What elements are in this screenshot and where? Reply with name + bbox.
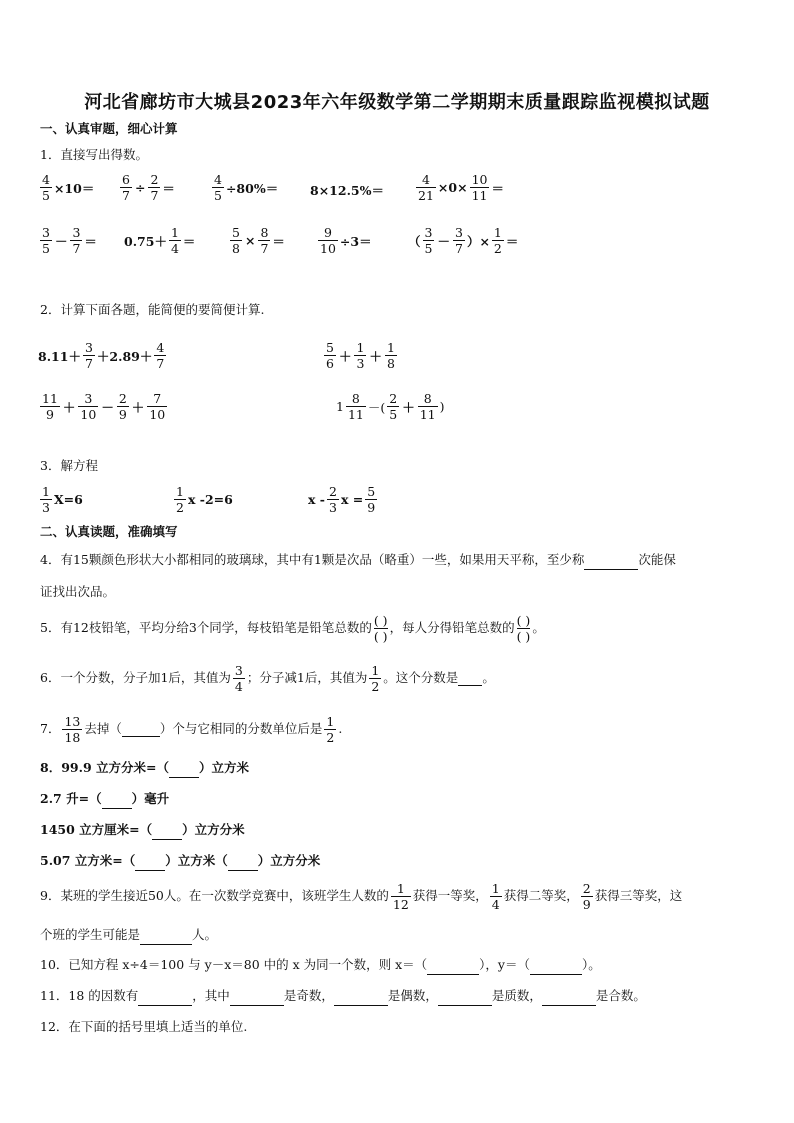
- q1-item-g: 0.75＋ $\frac{1}{4}$ ＝: [124, 225, 196, 256]
- question-10: 10．已知方程 x÷4＝100 与 y－x＝80 中的 x 为同一个数，则 x＝（ ），y＝（ ）。: [40, 955, 601, 975]
- question-4-line-1: 4．有15颗颜色形状大小都相同的玻璃球，其中有1颗是次品（略重）一些，如果用天平称，至少称 次能保: [40, 550, 676, 570]
- fraction: $\frac{8}{7}$: [260, 225, 269, 256]
- fraction: $\frac{13}{18}$: [64, 713, 81, 745]
- question-5: 5．有12枝铅笔，平均分给3个同学，每枝铅笔是铅笔总数的 $\frac{( )}{( )}$ ，每人分得铅笔总数的 $\frac{( )}{( )}$ 。: [40, 612, 545, 644]
- fraction-blank[interactable]: $\frac{( )}{( )}$: [516, 612, 531, 644]
- fraction: $\frac{2}{7}$: [150, 172, 159, 203]
- q1-item-f: $\frac{3}{5}$ － $\frac{3}{7}$ ＝: [42, 225, 97, 256]
- question-9-line-1: 9．某班的学生接近50人。在一次数学竞赛中，该班学生人数的 $\frac{1}{12}$ 获得一等奖， $\frac{1}{4}$ 获得二等奖， $\frac{2}{9}$ 获得三等奖，这: [40, 880, 683, 912]
- fraction: $\frac{3}{7}$: [84, 340, 93, 371]
- q3-item-c: x - $\frac{2}{3}$ x = $\frac{5}{9}$: [308, 484, 376, 515]
- answer-blank[interactable]: [152, 825, 182, 840]
- fraction: $\frac{11}{9}$: [42, 391, 58, 422]
- fraction: $\frac{1}{4}$: [170, 225, 179, 256]
- answer-blank[interactable]: [135, 856, 165, 871]
- answer-blank[interactable]: [230, 991, 284, 1006]
- answer-blank[interactable]: [334, 991, 388, 1006]
- fraction: $\frac{2}{3}$: [329, 484, 337, 515]
- answer-blank[interactable]: [169, 763, 199, 778]
- q1-item-e: $\frac{4}{21}$ ×0× $\frac{10}{11}$ ＝: [418, 172, 504, 203]
- answer-blank[interactable]: [584, 569, 638, 570]
- fraction: $\frac{3}{7}$: [454, 225, 463, 256]
- fraction: $\frac{8}{11}$: [347, 391, 364, 422]
- answer-blank[interactable]: [458, 671, 482, 686]
- question-6: 6．一个分数，分子加1后，其值为 $\frac{3}{4}$ ；分子减1后，其值为 $\frac{1}{2}$ 。这个分数是 。: [40, 662, 495, 694]
- fraction: $\frac{1}{4}$: [491, 880, 500, 912]
- answer-blank[interactable]: [530, 960, 582, 975]
- question-12-prompt: 12．在下面的括号里填上适当的单位.: [40, 1019, 248, 1034]
- fraction: $\frac{3}{10}$: [80, 391, 97, 422]
- question-1-prompt: 1．直接写出得数。: [40, 147, 148, 162]
- question-4-line-2: 证找出次品。: [40, 584, 116, 599]
- fraction: $\frac{4}{7}$: [156, 340, 165, 371]
- fraction: $\frac{1}{3}$: [356, 340, 365, 371]
- fraction: $\frac{1}{2}$: [176, 484, 184, 515]
- answer-blank[interactable]: [140, 930, 192, 945]
- answer-blank[interactable]: [122, 722, 160, 737]
- fraction: $\frac{5}{6}$: [326, 340, 334, 371]
- fraction: $\frac{1}{12}$: [392, 880, 409, 912]
- fraction: $\frac{6}{7}$: [122, 172, 130, 203]
- fraction: $\frac{5}{8}$: [232, 225, 240, 256]
- fraction: $\frac{4}{21}$: [418, 172, 434, 203]
- fraction: $\frac{1}{2}$: [371, 662, 380, 694]
- q3-item-a: $\frac{1}{3}$ X=6: [42, 484, 83, 515]
- answer-blank[interactable]: [228, 856, 258, 871]
- q3-item-b: $\frac{1}{2}$ x -2=6: [176, 484, 233, 515]
- fraction: $\frac{7}{10}$: [149, 391, 166, 422]
- answer-blank[interactable]: [427, 960, 479, 975]
- q1-item-d: 8×12.5%＝: [310, 183, 384, 198]
- page-title: 河北省廊坊市大城县2023年六年级数学第二学期期末质量跟踪监视模拟试题: [84, 92, 710, 113]
- q1-item-h: $\frac{5}{8}$ × $\frac{8}{7}$ ＝: [232, 225, 285, 256]
- fraction: $\frac{10}{11}$: [471, 172, 488, 203]
- fraction: $\frac{8}{11}$: [419, 391, 436, 422]
- fraction: $\frac{1}{3}$: [42, 484, 50, 515]
- fraction: $\frac{1}{2}$: [493, 225, 502, 256]
- q1-item-b: $\frac{6}{7}$ ÷ $\frac{2}{7}$ ＝: [122, 172, 175, 203]
- q1-item-c: $\frac{4}{5}$ ÷80%＝: [214, 172, 279, 203]
- fraction: $\frac{9}{10}$: [320, 225, 336, 256]
- q1-item-i: $\frac{9}{10}$ ÷3＝: [320, 225, 372, 256]
- fraction: $\frac{2}{5}$: [389, 391, 398, 422]
- fraction: $\frac{1}{8}$: [386, 340, 395, 371]
- question-7: 7． $\frac{13}{18}$ 去掉（ ）个与它相同的分数单位后是 $\frac{1}{2}$ .: [40, 713, 343, 745]
- answer-blank[interactable]: [542, 991, 596, 1006]
- fraction: $\frac{5}{9}$: [367, 484, 376, 515]
- fraction: $\frac{3}{5}$: [42, 225, 50, 256]
- question-8-line-4: 5.07 立方米=（ ）立方米（ ）立方分米: [40, 851, 320, 871]
- answer-blank[interactable]: [102, 794, 132, 809]
- fraction: $\frac{2}{9}$: [582, 880, 591, 912]
- fraction-blank[interactable]: $\frac{( )}{( )}$: [373, 612, 388, 644]
- q2-item-b: $\frac{5}{6}$ ＋ $\frac{1}{3}$ ＋ $\frac{1}{8}$: [326, 340, 395, 371]
- question-8-line-3: 1450 立方厘米=（ ）立方分米: [40, 820, 245, 840]
- question-11: 11．18 的因数有 ，其中 是奇数， 是偶数， 是质数， 是合数。: [40, 986, 646, 1006]
- question-9-line-2: 个班的学生可能是 人。: [40, 925, 217, 945]
- answer-blank[interactable]: [438, 991, 492, 1006]
- fraction: $\frac{3}{7}$: [72, 225, 81, 256]
- q2-item-d: 1 $\frac{8}{11}$ －( $\frac{2}{5}$ ＋ $\frac{8}{11}$ ): [336, 391, 445, 422]
- fraction: $\frac{3}{5}$: [424, 225, 433, 256]
- q2-item-c: $\frac{11}{9}$ ＋ $\frac{3}{10}$ － $\frac{2}{9}$ ＋ $\frac{7}{10}$: [42, 391, 166, 422]
- fraction: $\frac{1}{2}$: [326, 713, 335, 745]
- question-3-prompt: 3．解方程: [40, 458, 98, 473]
- q2-item-a: 8.11＋ $\frac{3}{7}$ ＋2.89＋ $\frac{4}{7}$: [38, 340, 165, 371]
- answer-blank[interactable]: [138, 991, 192, 1006]
- fraction: $\frac{3}{4}$: [234, 662, 243, 694]
- question-8-line-1: 8．99.9 立方分米=（ ）立方米: [40, 758, 249, 778]
- section-2-heading: 二、认真读题，准确填写: [40, 524, 178, 539]
- question-8-line-2: 2.7 升=（ ）毫升: [40, 789, 169, 809]
- section-1-heading: 一、认真审题，细心计算: [40, 121, 178, 136]
- q1-item-a: $\frac{4}{5}$ ×10＝: [42, 172, 95, 203]
- fraction: $\frac{4}{5}$: [214, 172, 222, 203]
- q1-item-j: （ $\frac{3}{5}$ － $\frac{3}{7}$ ）× $\frac{1}{2}$ ＝: [408, 225, 519, 256]
- fraction: $\frac{4}{5}$: [42, 172, 50, 203]
- fraction: $\frac{2}{9}$: [118, 391, 127, 422]
- question-2-prompt: 2．计算下面各题，能简便的要简便计算.: [40, 302, 265, 317]
